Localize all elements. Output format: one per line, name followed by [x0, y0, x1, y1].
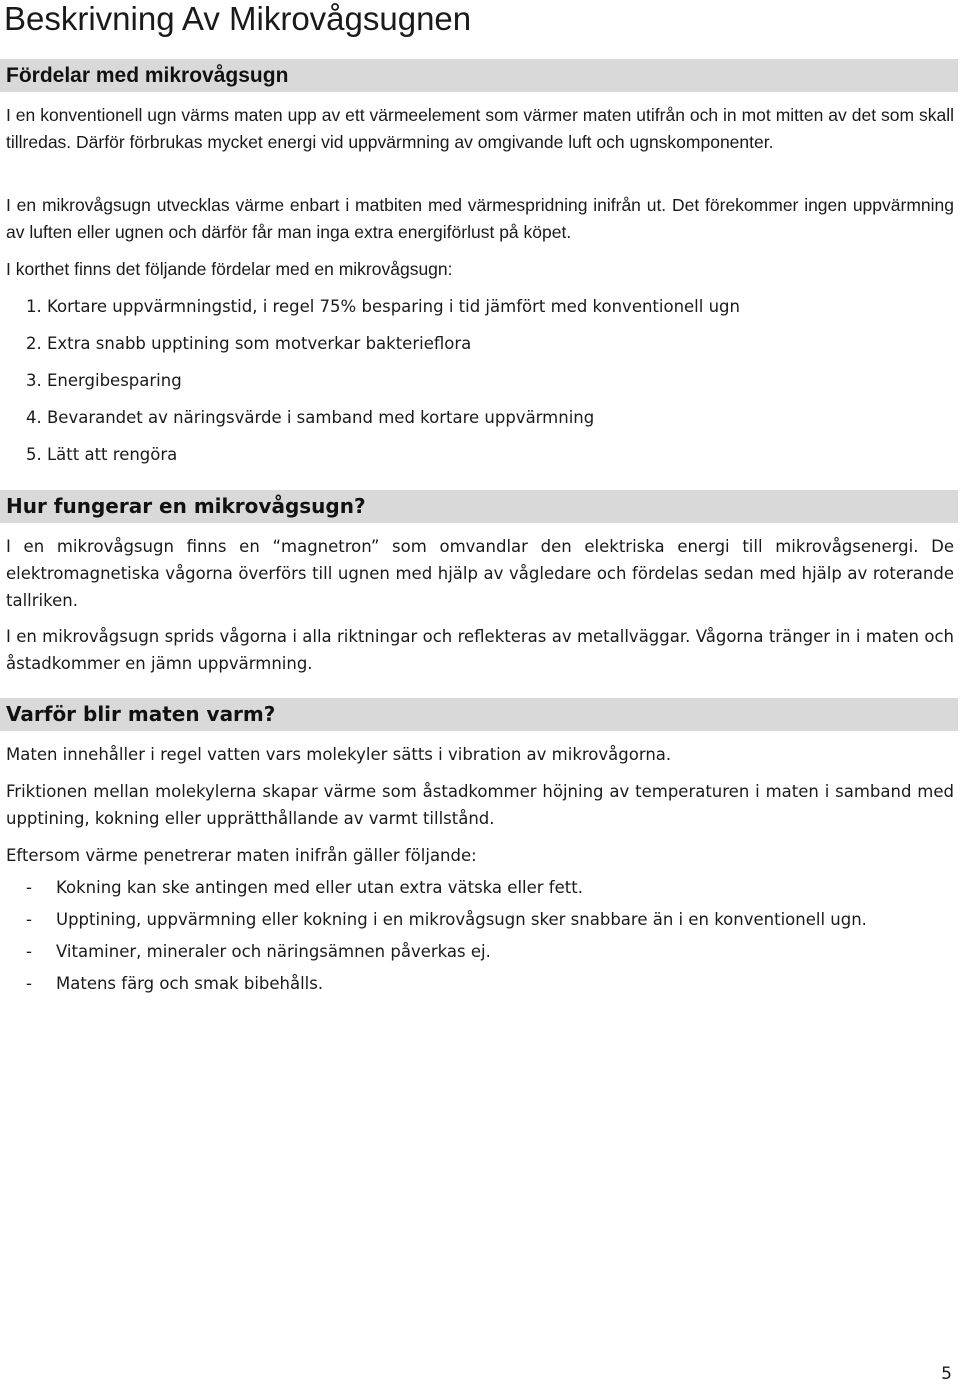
bullet-list-item [26, 874, 583, 901]
paragraph-wave-spread: I en mikrovågsugn sprids vågorna i alla riktningar och reflekteras av metallväggar. Vågorna tränger in i maten och åstadkommer en jämn uppvärmning. [6, 627, 954, 673]
bullet-text: Vitaminer, mineraler och näringsämnen påverkas ej. [56, 942, 491, 961]
advantage-list-item: 2. Extra snabb upptining som motverkar bakterieflora [26, 334, 472, 353]
advantage-list-item: 5. Lätt att rengöra [26, 445, 178, 464]
section-heading-advantages: Fördelar med mikrovågsugn [0, 59, 958, 92]
section-heading-why-warm: Varför blir maten varm? [0, 698, 958, 731]
paragraph-microwave-heat: I en mikrovågsugn utvecklas värme enbart i matbiten med värmespridning inifrån ut. Det förekommer ingen uppvärmning av luften eller ugnen och därför får man inga extra energiförlust på köpet. [6, 195, 954, 242]
bullet-marker: - [26, 974, 32, 993]
bullet-text: Matens färg och smak bibehålls. [56, 974, 324, 993]
paragraph-penetration-intro: Eftersom värme penetrerar maten inifrån gäller följande: [6, 846, 477, 865]
bullet-list-item [26, 970, 323, 997]
page-title: Beskrivning Av Mikrovågsugnen [4, 0, 472, 37]
bullet-list-item [26, 906, 867, 933]
bullet-text: Upptining, uppvärmning eller kokning i en mikrovågsugn sker snabbare än i en konventionell ugn. [56, 910, 867, 929]
paragraph-water-molecules: Maten innehåller i regel vatten vars molekyler sätts i vibration av mikrovågorna. [6, 745, 672, 764]
paragraph-advantages-intro: I korthet finns det följande fördelar med en mikrovågsugn: [6, 259, 453, 279]
bullet-marker: - [26, 942, 32, 961]
advantage-list-item: 4. Bevarandet av näringsvärde i samband med kortare uppvärmning [26, 408, 595, 427]
advantage-list-item: 1. Kortare uppvärmningstid, i regel 75% besparing i tid jämfört med konventionell ugn [26, 297, 740, 316]
paragraph-friction: Friktionen mellan molekylerna skapar värme som åstadkommer höjning av temperaturen i maten i samband med upptining, kokning eller upprätthållande av varmt tillstånd. [6, 782, 954, 828]
paragraph-conventional-oven: I en konventionell ugn värms maten upp av ett värmeelement som värmer maten utifrån och in mot mitten av det som skall tillredas. Därför förbrukas mycket energi vid uppvärmning av omgivande luft och ugnskomponenter. [6, 105, 954, 152]
bullet-marker: - [26, 878, 32, 897]
bullet-text: Kokning kan ske antingen med eller utan extra vätska eller fett. [56, 878, 583, 897]
bullet-list-item [26, 938, 491, 965]
section-heading-how-it-works: Hur fungerar en mikrovågsugn? [0, 490, 958, 523]
paragraph-magnetron: I en mikrovågsugn finns en “magnetron” som omvandlar den elektriska energi till mikrovågsenergi. De elektromagnetiska vågorna överförs till ugnen med hjälp av vågledare och fördelas sedan med hjälp av roterande tallriken. [6, 537, 954, 610]
page-number: 5 [941, 1364, 952, 1384]
advantage-list-item: 3. Energibesparing [26, 371, 182, 390]
bullet-marker: - [26, 910, 32, 929]
